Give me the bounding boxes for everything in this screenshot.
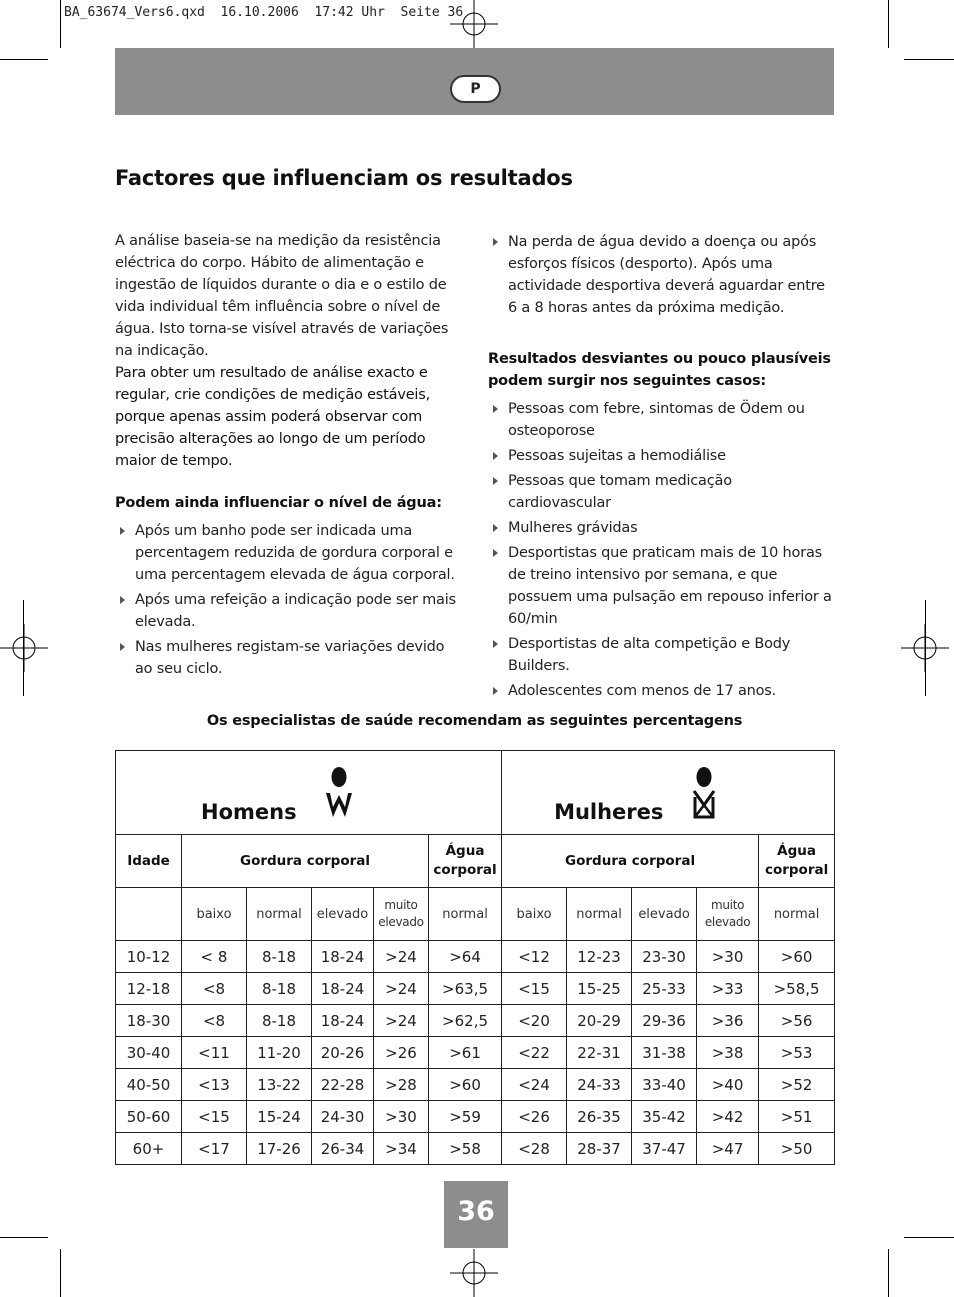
value-cell: 22-28 xyxy=(312,1069,374,1101)
print-slug: BA_63674_Vers6.qxd 16.10.2006 17:42 Uhr Seite 36 xyxy=(64,5,464,20)
value-cell: <28 xyxy=(502,1133,567,1165)
value-cell: <17 xyxy=(182,1133,247,1165)
registration-mark-icon xyxy=(0,624,48,672)
sub-header-low: baixo xyxy=(502,888,567,941)
value-cell: 24-33 xyxy=(567,1069,632,1101)
age-cell: 12-18 xyxy=(116,973,182,1005)
page-number: 36 xyxy=(457,1196,495,1227)
value-cell: >26 xyxy=(374,1037,429,1069)
value-cell: >61 xyxy=(429,1037,502,1069)
value-cell: <8 xyxy=(182,1005,247,1037)
value-cell: 8-18 xyxy=(247,1005,312,1037)
value-cell: >56 xyxy=(759,1005,835,1037)
col-header-fat-women: Gordura corporal xyxy=(502,835,759,888)
sub-header-high: elevado xyxy=(312,888,374,941)
crop-mark xyxy=(60,0,61,48)
value-cell: <8 xyxy=(182,973,247,1005)
bullet-arrow-icon xyxy=(493,524,498,532)
table-row xyxy=(116,1101,835,1133)
crop-mark xyxy=(904,1237,954,1238)
value-cell: >60 xyxy=(759,941,835,973)
value-cell: <15 xyxy=(502,973,567,1005)
table-row xyxy=(116,1037,835,1069)
bullet-arrow-icon xyxy=(120,527,125,535)
value-cell: >30 xyxy=(697,941,759,973)
crop-mark xyxy=(925,600,926,696)
list-item: Na perda de água devido a doença ou após esforços físicos (desporto). Após uma actividade desportiva deverá aguardar entre 6 a 8 horas antes da próxima medição. xyxy=(488,231,838,319)
right-bullet-list xyxy=(488,398,838,702)
bullet-arrow-icon xyxy=(493,687,498,695)
sub-header-very-high: muito elevado xyxy=(697,888,759,941)
value-cell: 8-18 xyxy=(247,973,312,1005)
list-item: Após um banho pode ser indicada uma percentagem reduzida de gordura corporal e uma percentagem elevada de água corporal. xyxy=(115,520,465,586)
language-badge: P xyxy=(450,75,501,103)
list-item: Pessoas sujeitas a hemodiálise xyxy=(488,445,838,467)
right-top-bullet-list xyxy=(488,231,838,319)
value-cell: 11-20 xyxy=(247,1037,312,1069)
value-cell: 20-26 xyxy=(312,1037,374,1069)
registration-mark-icon xyxy=(450,0,498,48)
sub-header-normal: normal xyxy=(429,888,502,941)
value-cell: >51 xyxy=(759,1101,835,1133)
value-cell: 17-26 xyxy=(247,1133,312,1165)
value-cell: 24-30 xyxy=(312,1101,374,1133)
value-cell: <26 xyxy=(502,1101,567,1133)
age-cell: 30-40 xyxy=(116,1037,182,1069)
value-cell: >64 xyxy=(429,941,502,973)
men-header xyxy=(116,751,502,835)
value-cell: 13-22 xyxy=(247,1069,312,1101)
table-row xyxy=(116,1069,835,1101)
age-cell: 60+ xyxy=(116,1133,182,1165)
crop-mark xyxy=(60,1249,61,1297)
registration-mark-icon xyxy=(450,1249,498,1297)
list-item: Pessoas que tomam medicação cardiovascular xyxy=(488,470,838,514)
bullet-arrow-icon xyxy=(493,238,498,246)
value-cell: 35-42 xyxy=(632,1101,697,1133)
crop-mark xyxy=(888,0,889,48)
value-cell: <12 xyxy=(502,941,567,973)
value-cell: >59 xyxy=(429,1101,502,1133)
list-item: Desportistas que praticam mais de 10 horas de treino intensivo por semana, e que possuem uma pulsação em repouso inferior a 60/min xyxy=(488,542,838,630)
man-figure-icon xyxy=(324,765,354,821)
value-cell: <24 xyxy=(502,1069,567,1101)
table-body xyxy=(116,941,835,1165)
value-cell: >60 xyxy=(429,1069,502,1101)
women-label: Mulheres xyxy=(554,800,664,824)
list-item: Desportistas de alta competição e Body Builders. xyxy=(488,633,838,677)
value-cell: >47 xyxy=(697,1133,759,1165)
crop-mark xyxy=(904,59,954,60)
value-cell: >33 xyxy=(697,973,759,1005)
value-cell: 26-35 xyxy=(567,1101,632,1133)
bullet-arrow-icon xyxy=(120,643,125,651)
bullet-arrow-icon xyxy=(120,596,125,604)
value-cell: >63,5 xyxy=(429,973,502,1005)
value-cell: >53 xyxy=(759,1037,835,1069)
value-cell: <22 xyxy=(502,1037,567,1069)
col-header-water-women: Água corporal xyxy=(759,835,835,888)
col-header-fat-men: Gordura corporal xyxy=(182,835,429,888)
crop-mark xyxy=(0,1237,48,1238)
list-item: Nas mulheres registam-se variações devido ao seu ciclo. xyxy=(115,636,465,680)
age-cell: 40-50 xyxy=(116,1069,182,1101)
woman-figure-icon xyxy=(689,765,719,821)
value-cell: 15-24 xyxy=(247,1101,312,1133)
value-cell: >38 xyxy=(697,1037,759,1069)
value-cell: 18-24 xyxy=(312,973,374,1005)
value-cell: <15 xyxy=(182,1101,247,1133)
value-cell: 33-40 xyxy=(632,1069,697,1101)
value-cell: 18-24 xyxy=(312,941,374,973)
crop-mark xyxy=(888,1249,889,1297)
women-header xyxy=(502,751,835,835)
value-cell: <13 xyxy=(182,1069,247,1101)
bullet-arrow-icon xyxy=(493,477,498,485)
value-cell: >34 xyxy=(374,1133,429,1165)
crop-mark xyxy=(0,59,48,60)
value-cell: >52 xyxy=(759,1069,835,1101)
value-cell: >28 xyxy=(374,1069,429,1101)
value-cell: < 8 xyxy=(182,941,247,973)
value-cell: 29-36 xyxy=(632,1005,697,1037)
page-title: Factores que influenciam os resultados xyxy=(115,166,573,190)
value-cell: >58 xyxy=(429,1133,502,1165)
value-cell: >58,5 xyxy=(759,973,835,1005)
value-cell: 23-30 xyxy=(632,941,697,973)
men-label: Homens xyxy=(201,800,297,824)
value-cell: 25-33 xyxy=(632,973,697,1005)
sub-header-normal: normal xyxy=(567,888,632,941)
intro-paragraph: A análise baseia-se na medição da resistência eléctrica do corpo. Hábito de alimentação e ingestão de líquidos durante o dia e o estilo de vida individual têm influência sobre o nível de água. Isto torna-se visível através de variações na indicação. xyxy=(115,233,449,359)
col-header-age: Idade xyxy=(116,835,182,888)
value-cell: >62,5 xyxy=(429,1005,502,1037)
value-cell: >42 xyxy=(697,1101,759,1133)
value-cell: 26-34 xyxy=(312,1133,374,1165)
value-cell: 37-47 xyxy=(632,1133,697,1165)
value-cell: <20 xyxy=(502,1005,567,1037)
intro-emphasis: Para obter um resultado de análise exacto e regular, crie condições de medição estáveis, porque apenas assim poderá observar com precisão alterações ao longo de um período maior de tempo. xyxy=(115,365,431,469)
table-row xyxy=(116,973,835,1005)
list-item: Pessoas com febre, sintomas de Ödem ou osteoporose xyxy=(488,398,838,442)
left-column xyxy=(115,230,465,683)
right-column xyxy=(488,231,838,705)
right-subheading: Resultados desviantes ou pouco plausíveis podem surgir nos seguintes casos: xyxy=(488,351,831,389)
left-bullet-list xyxy=(115,520,465,680)
table-row xyxy=(116,1133,835,1165)
sub-header-low: baixo xyxy=(182,888,247,941)
value-cell: 18-24 xyxy=(312,1005,374,1037)
bullet-arrow-icon xyxy=(493,640,498,648)
sub-header-normal: normal xyxy=(759,888,835,941)
value-cell: >24 xyxy=(374,941,429,973)
value-cell: <11 xyxy=(182,1037,247,1069)
left-subheading: Podem ainda influenciar o nível de água: xyxy=(115,495,442,511)
sub-header-very-high: muito elevado xyxy=(374,888,429,941)
empty-cell xyxy=(116,888,182,941)
value-cell: 12-23 xyxy=(567,941,632,973)
list-item: Mulheres grávidas xyxy=(488,517,838,539)
value-cell: 20-29 xyxy=(567,1005,632,1037)
col-header-water-men: Água corporal xyxy=(429,835,502,888)
value-cell: >36 xyxy=(697,1005,759,1037)
value-cell: >50 xyxy=(759,1133,835,1165)
age-cell: 50-60 xyxy=(116,1101,182,1133)
value-cell: >24 xyxy=(374,1005,429,1037)
value-cell: >24 xyxy=(374,973,429,1005)
sub-header-normal: normal xyxy=(247,888,312,941)
value-cell: 8-18 xyxy=(247,941,312,973)
list-item: Adolescentes com menos de 17 anos. xyxy=(488,680,838,702)
age-cell: 18-30 xyxy=(116,1005,182,1037)
value-cell: 28-37 xyxy=(567,1133,632,1165)
crop-mark xyxy=(23,600,24,696)
list-item: Após uma refeição a indicação pode ser mais elevada. xyxy=(115,589,465,633)
value-cell: 22-31 xyxy=(567,1037,632,1069)
age-cell: 10-12 xyxy=(116,941,182,973)
reference-table xyxy=(115,750,835,1165)
table-row xyxy=(116,1005,835,1037)
value-cell: 31-38 xyxy=(632,1037,697,1069)
bullet-arrow-icon xyxy=(493,452,498,460)
value-cell: 15-25 xyxy=(567,973,632,1005)
table-row xyxy=(116,941,835,973)
bullet-arrow-icon xyxy=(493,405,498,413)
bullet-arrow-icon xyxy=(493,549,498,557)
value-cell: >30 xyxy=(374,1101,429,1133)
sub-header-high: elevado xyxy=(632,888,697,941)
value-cell: >40 xyxy=(697,1069,759,1101)
table-caption: Os especialistas de saúde recomendam as seguintes percentagens xyxy=(206,713,743,729)
